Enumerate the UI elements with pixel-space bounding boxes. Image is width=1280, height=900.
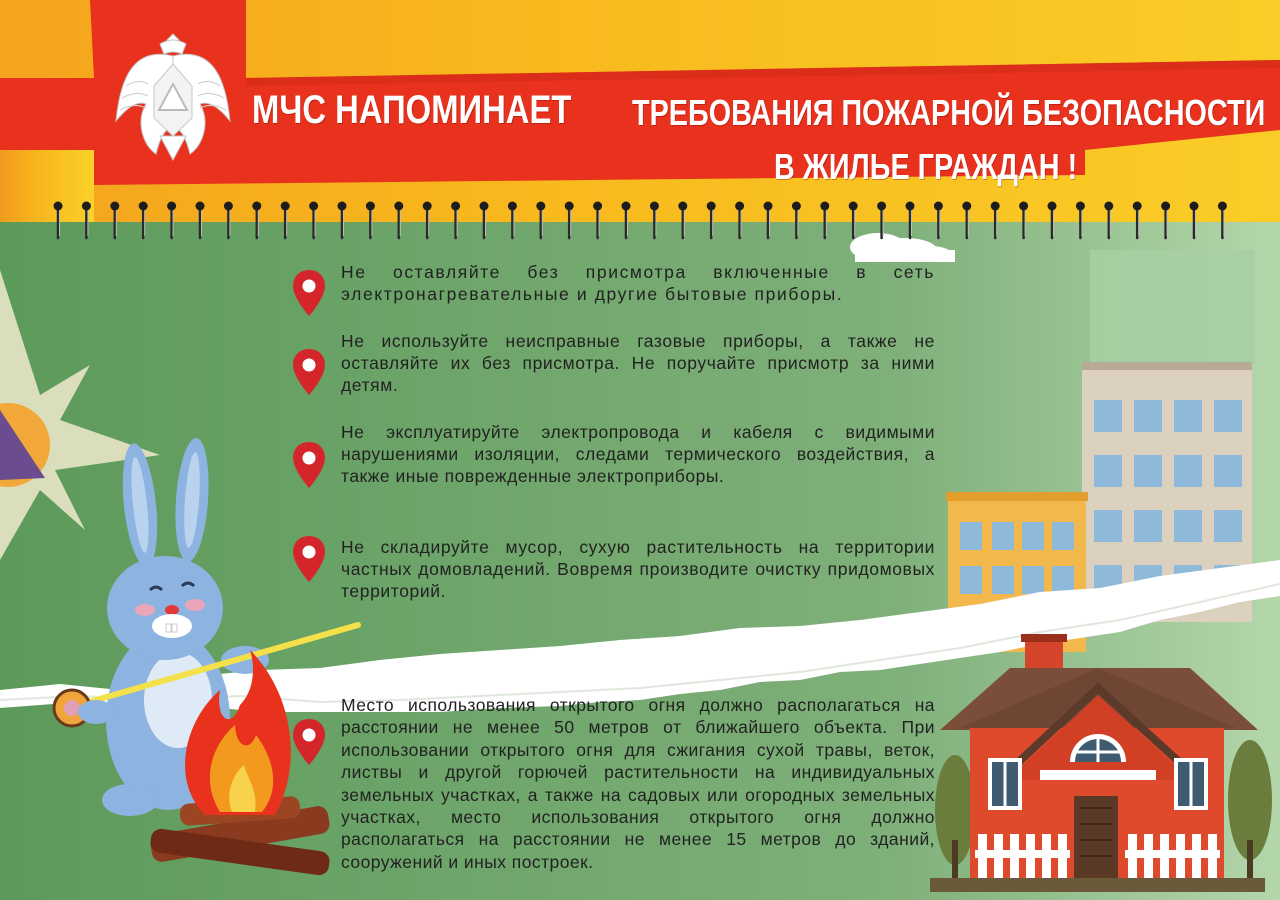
binding-ring <box>508 202 517 239</box>
map-pin-icon <box>291 347 327 397</box>
binding-ring <box>678 202 687 239</box>
binding-ring <box>792 202 801 239</box>
binding-ring <box>281 202 290 239</box>
poster-title-line-2: В ЖИЛЬЕ ГРАЖДАН ! <box>774 146 1078 187</box>
binding-ring <box>877 202 886 239</box>
binding-ring <box>139 202 148 239</box>
binding-ring <box>394 202 403 239</box>
brand-title: МЧС НАПОМИНАЕТ <box>252 88 572 132</box>
binding-ring <box>622 202 631 239</box>
binding-ring <box>934 202 943 239</box>
binding-ring <box>906 202 915 239</box>
map-pin-icon <box>291 717 327 767</box>
binding-ring <box>1019 202 1028 239</box>
rule-text: Не эксплуатируйте электропровода и кабеля с видимыми нарушениями изоляции, следами термического воздействия, а также иные поврежденные электроприборы. <box>341 422 935 486</box>
mchs-emblem-icon <box>112 26 234 168</box>
binding-ring <box>224 202 233 239</box>
rule-text: Место использования открытого огня должно располагаться на расстоянии не менее 50 метров от ближайшего объекта. При использовании открытого огня для сжигания сухой травы, веток, листвы и другой горючей растительности на индивидуальных земельных участках, а также на садовых или огородных земельных участках, место использования открытого огня должно располагаться на расстоянии не менее 15 метров до зданий, сооружений и иных построек. <box>341 695 935 872</box>
map-pin-icon <box>291 268 327 318</box>
binding-ring <box>196 202 205 239</box>
binding-ring <box>536 202 545 239</box>
binding-ring <box>309 202 318 239</box>
binding-ring <box>54 202 63 239</box>
binding-ring <box>1161 202 1170 239</box>
binding-ring <box>593 202 602 239</box>
binding-ring <box>1133 202 1142 239</box>
map-pin-icon <box>291 534 327 584</box>
binding-ring <box>252 202 261 239</box>
poster-title-line-1: ТРЕБОВАНИЯ ПОЖАРНОЙ БЕЗОПАСНОСТИ <box>632 92 1266 133</box>
binding-ring <box>423 202 432 239</box>
binding-ring <box>764 202 773 239</box>
binding-ring <box>451 202 460 239</box>
binding-ring <box>565 202 574 239</box>
binding-ring <box>962 202 971 239</box>
binding-ring <box>110 202 119 239</box>
rule-text: Не складируйте мусор, сухую растительность на территории частных домовладений. Вовремя производите очистку придомовых территорий. <box>341 537 935 601</box>
binding-ring <box>1076 202 1085 239</box>
spiral-binding <box>0 196 1280 246</box>
binding-ring <box>1048 202 1057 239</box>
binding-ring <box>1190 202 1199 239</box>
binding-ring <box>650 202 659 239</box>
rule-text: Не используйте неисправные газовые приборы, а также не оставляйте их без присмотра. Не поручайте присмотр за ними детям. <box>341 331 935 395</box>
binding-ring <box>735 202 744 239</box>
binding-ring <box>991 202 1000 239</box>
binding-ring <box>167 202 176 239</box>
binding-ring <box>1104 202 1113 239</box>
binding-ring <box>707 202 716 239</box>
binding-ring <box>849 202 858 239</box>
binding-ring <box>820 202 829 239</box>
binding-ring <box>82 202 91 239</box>
binding-ring <box>338 202 347 239</box>
binding-ring <box>366 202 375 239</box>
binding-ring <box>1218 202 1227 239</box>
rule-text: Не оставляйте без присмотра включенные в сеть электронагревательные и другие бытовые приборы. <box>341 262 935 304</box>
binding-ring <box>480 202 489 239</box>
map-pin-icon <box>291 440 327 490</box>
